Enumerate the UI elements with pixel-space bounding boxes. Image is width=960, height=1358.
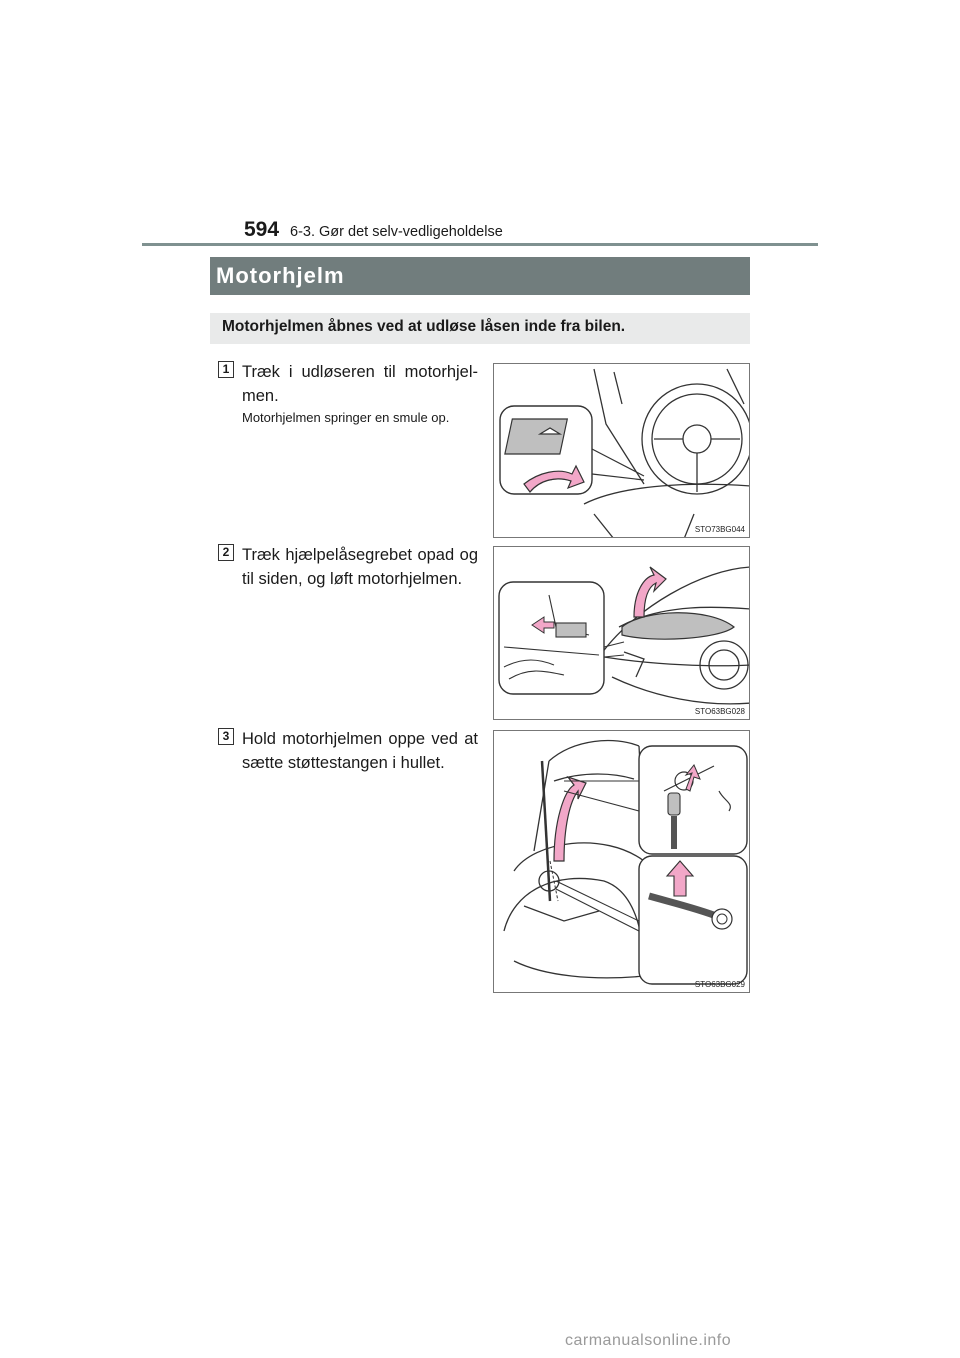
step-number-1: 1 (218, 361, 234, 378)
hood-release-drawing (494, 364, 750, 538)
step-number-3: 3 (218, 728, 234, 745)
illustration-code-1: STO73BG044 (694, 525, 745, 534)
step-3-text (242, 727, 478, 775)
intro-text: Motorhjelmen åbnes ved at udløse låsen inde fra bilen. (222, 318, 626, 335)
step-number-2: 2 (218, 544, 234, 561)
chapter-heading: 6-3. Gør det selv-vedligeholdelse (290, 224, 503, 240)
illustration-hood-lift (493, 546, 750, 720)
page-number: 594 (244, 218, 280, 241)
hood-lift-drawing (494, 547, 750, 720)
step-3-text-content: Hold motorhjelmen oppe ved at sætte støttestangen i hullet. (242, 730, 478, 772)
section-title: Motorhjelm (216, 263, 345, 288)
step-1-text (242, 360, 478, 408)
watermark: carmanualsonline.info (565, 1332, 732, 1349)
illustration-code-2: STO63BG028 (694, 707, 745, 716)
illustration-hood-support (493, 730, 750, 993)
illustration-hood-release (493, 363, 750, 538)
hood-support-drawing (494, 731, 750, 993)
step-1-note: Motorhjelmen springer en smule op. (242, 410, 450, 425)
step-2-text (242, 543, 478, 591)
header-divider (142, 243, 818, 246)
step-1-text-content: Træk i udløseren til motorhjel-men. (242, 363, 478, 405)
step-2-text-content: Træk hjælpelåsegrebet opad og til siden, og løft motorhjelmen. (242, 546, 478, 588)
illustration-code-3: STO63BG029 (694, 980, 745, 989)
